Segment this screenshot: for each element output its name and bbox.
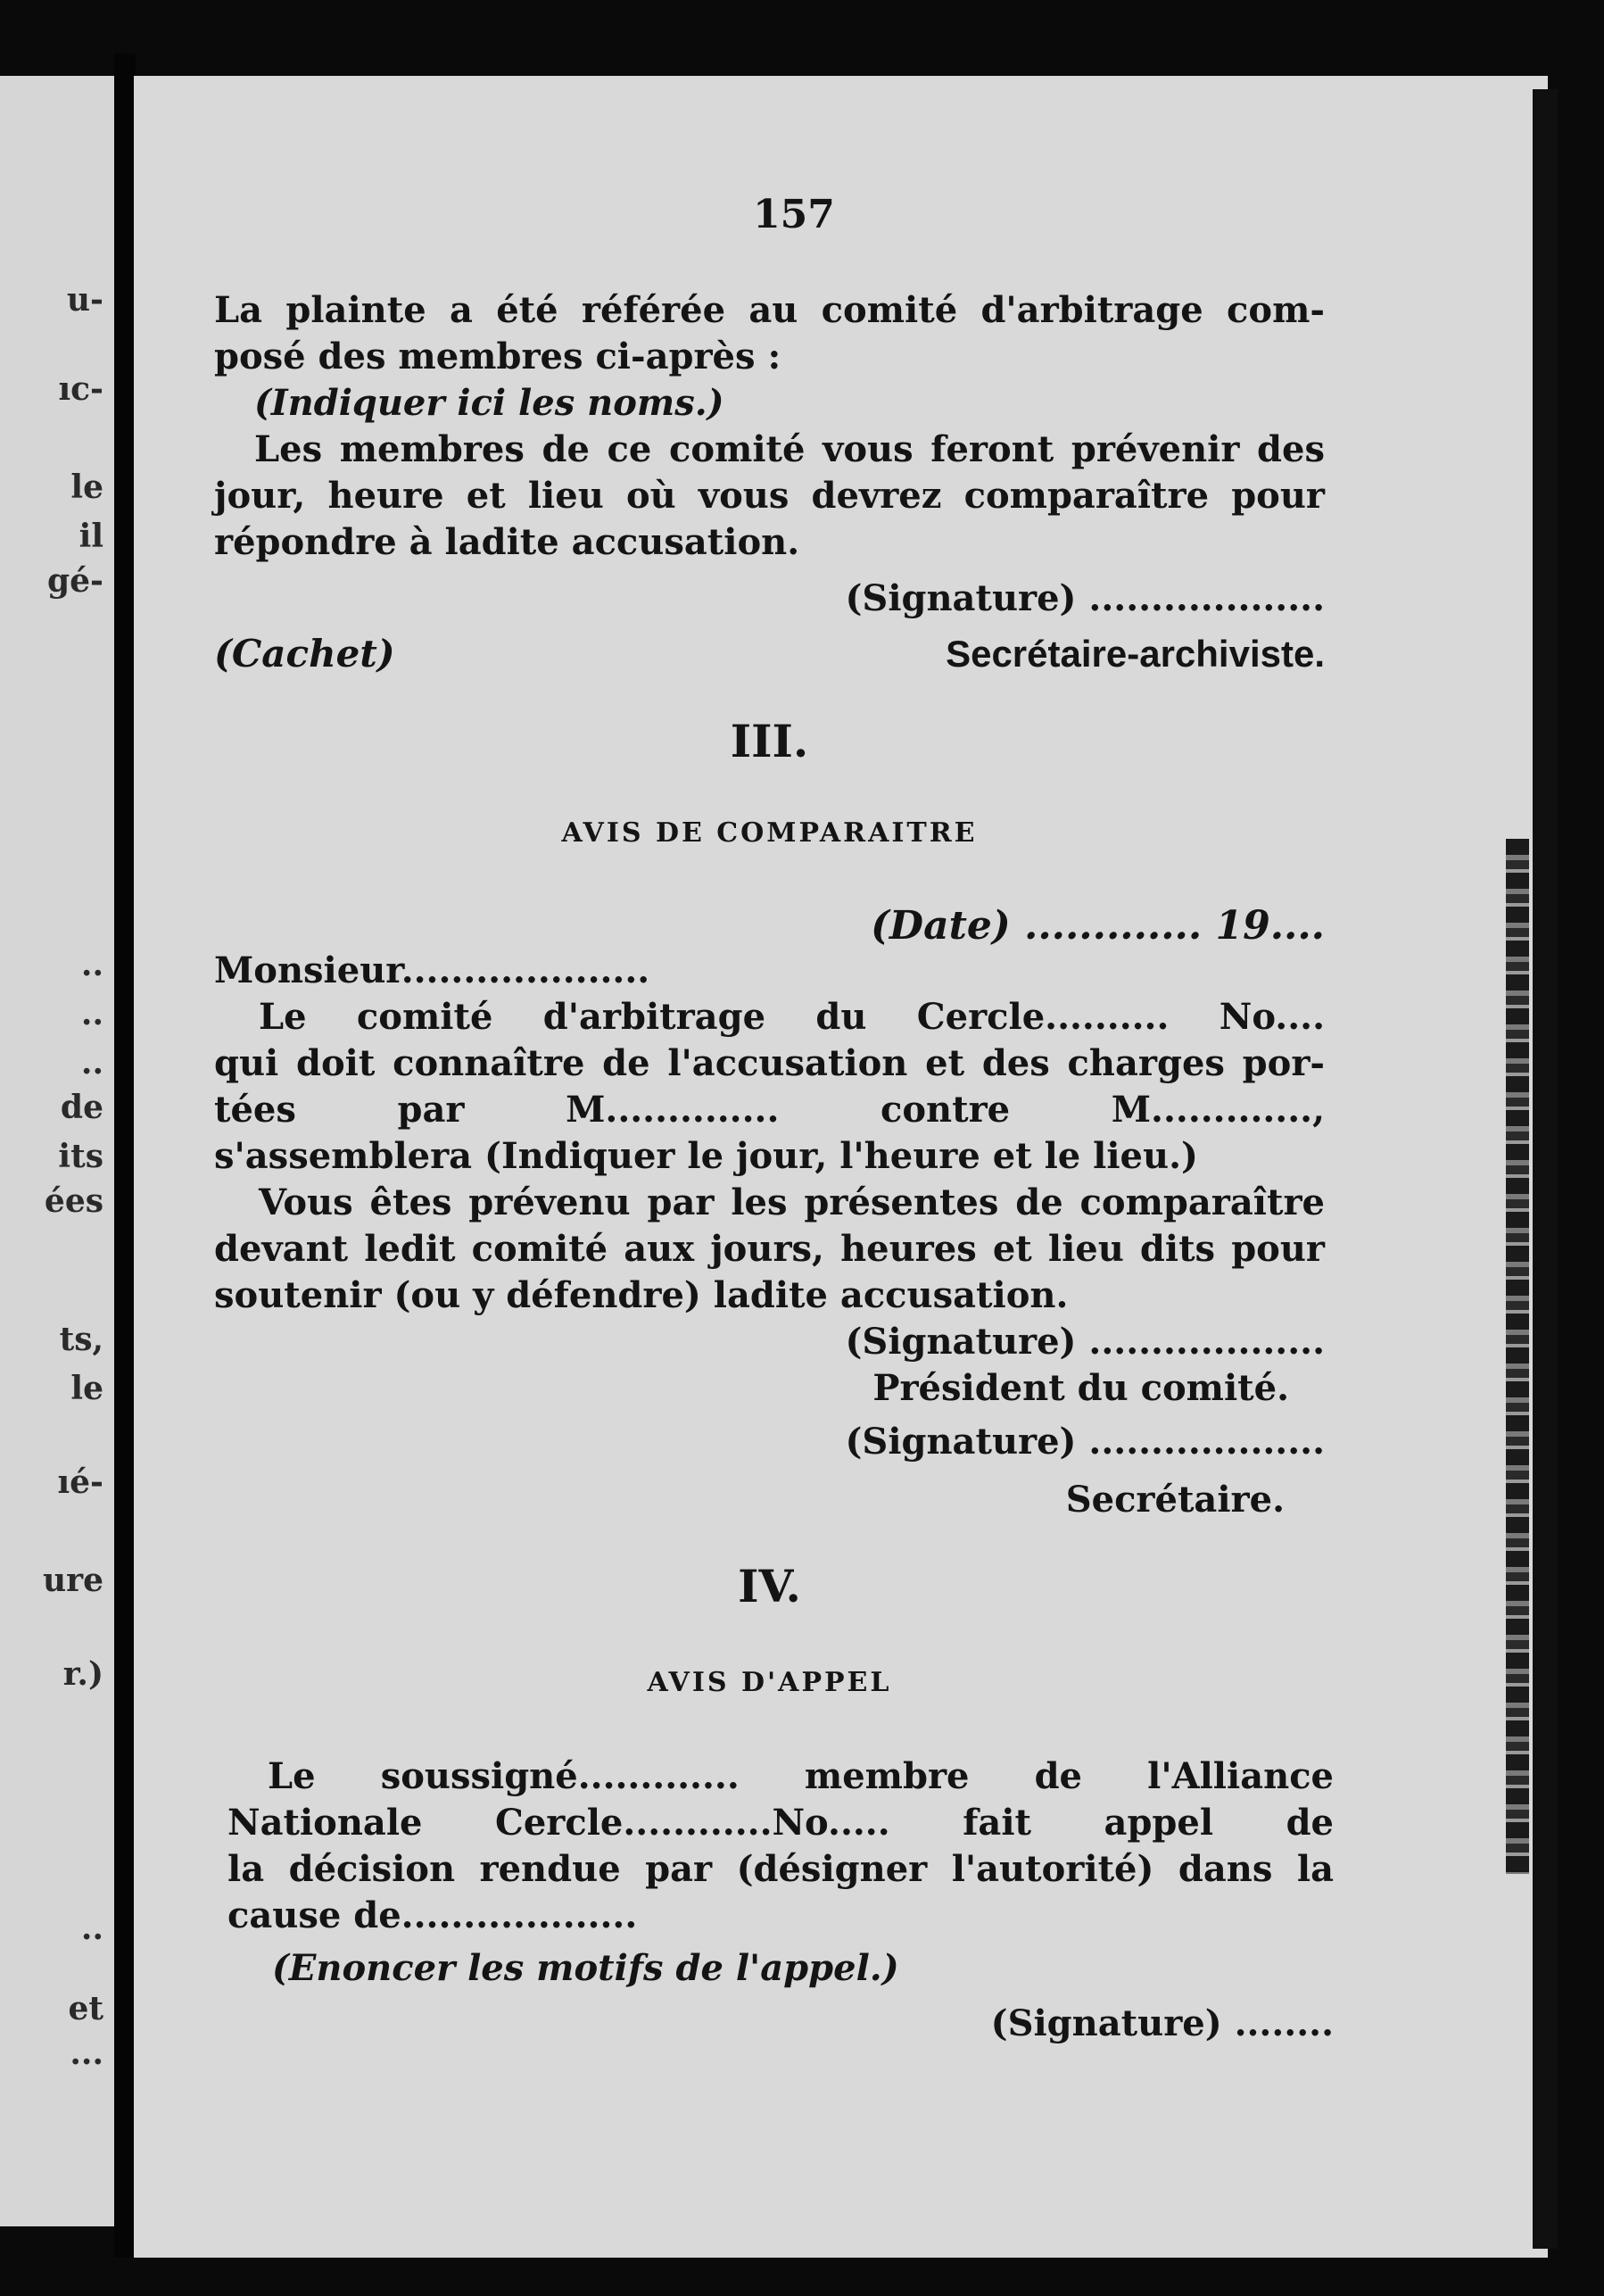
left-fragment: ..: [80, 995, 103, 1032]
appeal-text-line: Le soussigné............. membre de l'Alliance: [268, 1755, 1334, 1797]
left-fragment: et: [68, 1990, 103, 2027]
signature-line: (Signature) ........: [990, 2002, 1334, 2044]
signature-line: (Signature) ...................: [845, 1321, 1325, 1363]
left-fragment: ts,: [59, 1321, 103, 1358]
complaint-text-line: posé des membres ci-après :: [214, 336, 781, 377]
left-fragment: ıc-: [58, 370, 103, 408]
page-number: 157: [753, 192, 835, 237]
secretary-archivist-role: Secrétaire-archiviste.: [946, 633, 1325, 675]
left-fragment: le: [70, 1370, 103, 1407]
left-fragment: ure: [42, 1562, 103, 1599]
page-edge-shadow: [1533, 89, 1558, 2249]
left-page-edge: [0, 76, 114, 2226]
signature-line: (Signature) ...................: [845, 577, 1325, 619]
notice-text-line: Le comité d'arbitrage du Cercle.......... No....: [259, 996, 1325, 1038]
section-numeral-iii: III.: [730, 715, 809, 767]
left-fragment: r.): [62, 1655, 103, 1693]
adjacent-page-edge: [1506, 839, 1529, 1874]
seal-label: (Cachet): [214, 632, 395, 676]
section-title-avis-d-appel: AVIS D'APPEL: [647, 1667, 892, 1698]
committee-text-line: répondre à ladite accusation.: [214, 521, 800, 563]
notice-text-line: devant ledit comité aux jours, heures et lieu dits pour: [214, 1228, 1325, 1270]
left-fragment: u-: [66, 281, 103, 319]
date-line: (Date) ............. 19....: [871, 903, 1325, 949]
notice-text-line: s'assemblera (Indiquer le jour, l'heure et le lieu.): [214, 1135, 1198, 1177]
notice-text-line: qui doit connaître de l'accusation et des charges por-: [214, 1042, 1325, 1084]
committee-text-line: Les membres de ce comité vous feront prévenir des: [254, 428, 1325, 470]
president-role: Président du comité.: [872, 1367, 1289, 1409]
appeal-text-line: Nationale Cercle............No..... fait appel de: [227, 1802, 1334, 1844]
notice-text-line: soutenir (ou y défendre) ladite accusation.: [214, 1274, 1069, 1316]
complaint-text-line: La plainte a été référée au comité d'arbitrage com-: [214, 289, 1325, 331]
left-fragment: le: [70, 468, 103, 506]
secretary-role: Secrétaire.: [1065, 1479, 1285, 1521]
left-fragment: il: [79, 518, 103, 555]
committee-text-line: jour, heure et lieu où vous devrez comparaître pour: [214, 475, 1325, 517]
names-instruction: (Indiquer ici les noms.): [254, 382, 724, 424]
salutation: Monsieur....................: [214, 949, 650, 991]
left-fragment: gé-: [46, 562, 103, 600]
signature-line: (Signature) ...................: [845, 1421, 1325, 1463]
left-fragment: ..: [80, 946, 103, 983]
appeal-text-line: cause de...................: [227, 1894, 638, 1936]
section-title-avis-de-comparaitre: AVIS DE COMPARAITRE: [561, 817, 978, 849]
motives-instruction: (Enoncer les motifs de l'appel.): [272, 1947, 899, 1989]
appeal-text-line: la décision rendue par (désigner l'autorité) dans la: [227, 1848, 1334, 1890]
left-fragment: its: [58, 1138, 103, 1175]
section-numeral-iv: IV.: [738, 1560, 801, 1612]
left-fragment: ıé-: [57, 1463, 103, 1501]
left-fragment: de: [60, 1089, 103, 1126]
notice-text-line: tées par M.............. contre M.............,: [214, 1089, 1325, 1131]
left-fragment: ..: [80, 1044, 103, 1082]
left-fragment: ..: [80, 1910, 103, 1947]
notice-text-line: Vous êtes prévenu par les présentes de comparaître: [259, 1181, 1325, 1223]
left-fragment: ...: [70, 2035, 103, 2072]
book-gutter: [114, 54, 136, 2258]
left-fragment: ées: [44, 1182, 103, 1220]
